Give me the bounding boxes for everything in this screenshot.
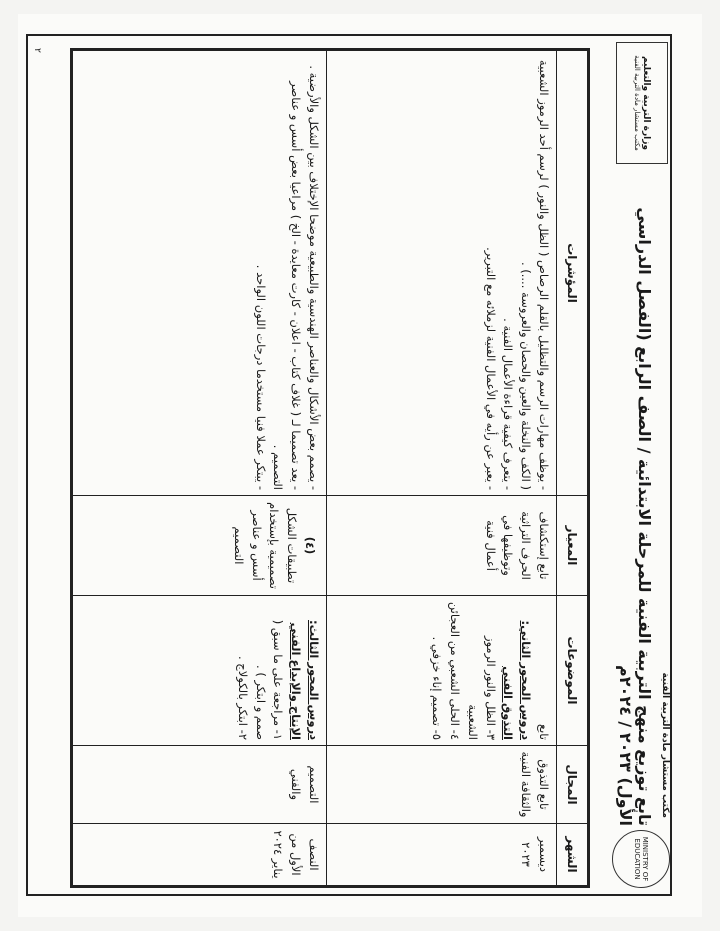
document-title: تابع توزيع منهج التربية الفنية للمرحلة الابتدائية / الصف الرابع (الفصل الدراسي الأول) ٢٠٢٣ / ٢٠٢٤م bbox=[616, 207, 654, 826]
cell-topics bbox=[73, 596, 327, 746]
topic-title: دروس المحور الثالث: الإنتاج والإبداع الفني bbox=[289, 620, 321, 740]
ministry-en-text: MINISTRY OF EDUCATION bbox=[633, 836, 649, 882]
standard-text: تطبيقات الشكل تصميمية بإستخدام أسس و عناصر التصميم bbox=[231, 502, 300, 589]
table-row bbox=[327, 51, 557, 886]
topic-title: دروس المحور الثاني: التذوق الفني bbox=[501, 620, 534, 740]
topic-item: ١- مراجعة على ما سبق ( صمم و ابتكر ) . bbox=[253, 619, 286, 740]
header-standard: المعيار bbox=[557, 496, 588, 596]
indicator-item: - يتعرف كيفية قراءة الأعمال الفنية . bbox=[501, 318, 516, 490]
topic-item: ٤- الحلى الشعبي من العجائن bbox=[447, 601, 462, 740]
cell-topics bbox=[327, 596, 557, 746]
ministry-logo-right bbox=[612, 830, 670, 888]
header-month: الشهر bbox=[557, 824, 588, 886]
header-indicators: المؤشرات bbox=[557, 51, 588, 496]
cell-standard bbox=[73, 496, 327, 596]
header-field: المجال bbox=[557, 746, 588, 824]
rotated-document bbox=[26, 34, 672, 896]
ministry-sub-text: مكتب مستشار مادة التربية الفنية bbox=[633, 55, 641, 151]
page-number: ٢ bbox=[32, 48, 42, 53]
header-topics: الموضوعات bbox=[557, 596, 588, 746]
indicator-item: - يصمم بعض الأشكال والعناصر الهندسية والطبيعية موضحا الإختلاف بين الشكل والأرضية . bbox=[307, 65, 321, 490]
curriculum-table bbox=[70, 48, 590, 888]
topic-item: ٣- الظل والنور الرموز الشعبية bbox=[465, 635, 498, 740]
topic-item: ٥- تصميم إناء خزفي . bbox=[430, 636, 445, 740]
topic-prefix: تابع bbox=[537, 723, 551, 740]
standard-number: (٤) bbox=[303, 536, 317, 555]
cell-field: التصميم والفني bbox=[73, 746, 327, 824]
indicator-item: - يعبر عن رأيه في الأعمال الفنية لزملائه مع التبرير. bbox=[483, 247, 498, 490]
cell-indicators bbox=[327, 51, 557, 496]
cell-month: ديسمبر ٢٠٢٣ bbox=[327, 824, 557, 886]
table-row bbox=[73, 51, 327, 886]
cell-indicators bbox=[73, 51, 327, 496]
table-header-row bbox=[557, 51, 588, 886]
indicator-item: - يعد تصميما لـ ( غلاف كتاب - اعلان - كارت معايدة - الخ ) مراعيا بعض أسس و عناصر التصميم . bbox=[271, 81, 304, 490]
indicator-item: - يوظف مهارات الرسم والتظليل بالقلم الرصاص ( الظل والنور ) لرسم أحد الرموز الشعبية ( الكف والنخلة والعين والحصان والعروسة ....) . bbox=[519, 59, 551, 490]
office-label: مكتب مستشار مادة التربية الفنية bbox=[660, 672, 670, 818]
cell-month: النصف الأول من يناير ٢٠٢٤ bbox=[73, 824, 327, 886]
cell-standard: تابع إستكشاف الحرف التراثية وتوظيفها في أعمال فنية bbox=[327, 496, 557, 596]
topic-item: ٢- ابتكر بالكولاج . bbox=[235, 655, 250, 740]
ministry-logo-left bbox=[616, 42, 668, 164]
indicator-item: - يبتكر عملا فنيا مستخدما درجات اللون الواحد . bbox=[253, 264, 268, 490]
cell-field: تابع التذوق والثقافة الفنية bbox=[327, 746, 557, 824]
ministry-ar-text: وزارة التربية والتعليم bbox=[641, 55, 651, 151]
